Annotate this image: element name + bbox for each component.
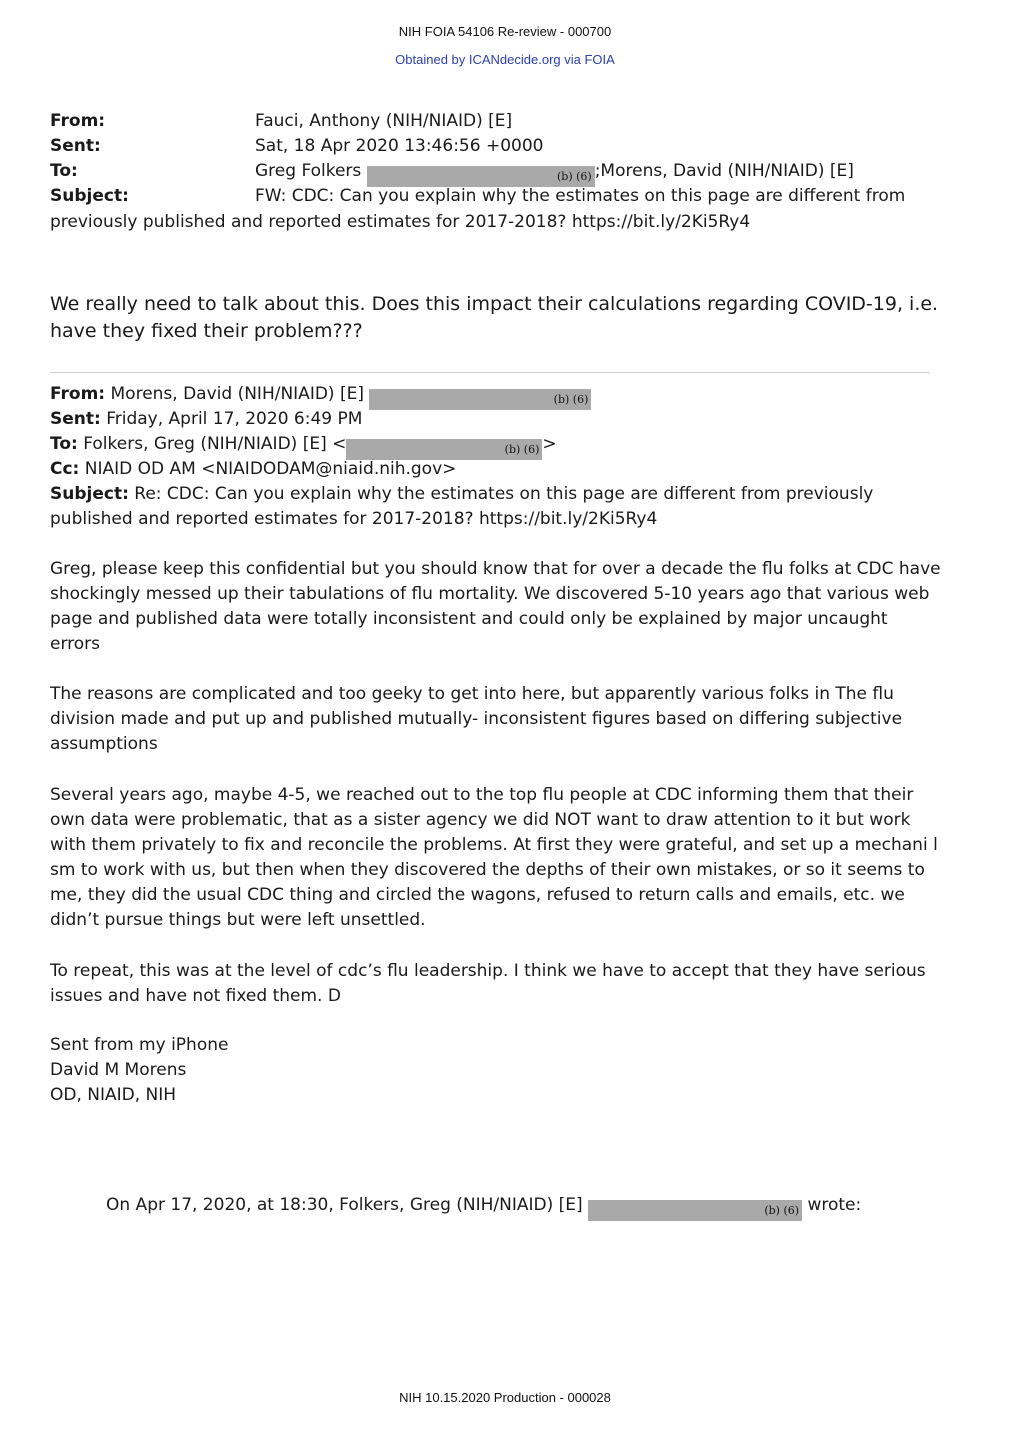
fwd-sent [50,407,362,431]
para1-line: shockingly messed up their tabulations of flu mortality. We discovered 5-10 years ago that various web [50,584,930,604]
fwd-from-label: From: [50,384,106,404]
para1-line: Greg, please keep this confidential but you should know that for over a decade the flu folks at CDC have [50,559,941,579]
body-line-1: We really need to talk about this. Does this impact their calculations regarding COVID-19, i.e. [50,293,939,315]
fwd-sent-label: Sent: [50,409,101,429]
quoted-intro [106,1193,861,1221]
from-label: From: [50,111,106,131]
para1-line: page and published data were totally inconsistent and could only be explained by major uncaught [50,609,888,629]
para3-line: didn’t pursue things but were left unsettled. [50,910,426,930]
foia-header: NIH FOIA 54106 Re-review - 000700 [398,24,612,39]
fwd-from-value: Morens, David (NIH/NIAID) [E] [105,384,364,404]
fwd-subject-line-2: published and reported estimates for 2017-2018? https://bit.ly/2Ki5Ry4 [50,509,658,529]
subject-label: Subject: [50,186,129,206]
fwd-cc-value: NIAID OD AM <NIAIDODAM@niaid.nih.gov> [79,459,457,479]
body-line-2: have they fixed their problem??? [50,320,363,342]
quoted-prefix: On Apr 17, 2020, at 18:30, Folkers, Greg (NIH/NIAID) [E] [106,1195,583,1215]
redaction-box: (b) (6) [588,1200,802,1221]
fwd-cc [50,457,456,481]
from-value: Fauci, Anthony (NIH/NIAID) [E] [255,111,513,131]
para2-line: The reasons are complicated and too geeky to get into here, but apparently various folks in The flu [50,684,894,704]
redaction-box: (b) (6) [369,389,591,410]
para2-line: assumptions [50,734,158,754]
para3-line: with them privately to fix and reconcile the problems. At first they were grateful, and set up a mechani l [50,835,938,855]
obtained-by-line: Obtained by ICANdecide.org via FOIA [395,52,615,67]
para3-line: Several years ago, maybe 4-5, we reached out to the top flu people at CDC informing them that their [50,785,914,805]
fwd-cc-label: Cc: [50,459,80,479]
fwd-to-close: > [542,434,557,454]
redaction-box: (b) (6) [346,439,542,460]
signature-line: Sent from my iPhone [50,1035,229,1055]
fwd-subject-label: Subject: [50,484,129,504]
para3-line: own data were problematic, that as a sister agency we did NOT want to draw attention to it but work [50,810,911,830]
to-name: Greg Folkers [255,161,362,181]
fwd-to [50,432,557,460]
to-label: To: [50,161,78,181]
fwd-to-label: To: [50,434,78,454]
redaction-box: (b) (6) [367,166,595,187]
quoted-suffix: wrote: [802,1195,862,1215]
para1-line: errors [50,634,101,654]
sent-value: Sat, 18 Apr 2020 13:46:56 +0000 [255,136,544,156]
to-value [255,161,854,187]
sent-label: Sent: [50,136,101,156]
fwd-from [50,382,591,410]
signature-line: OD, NIAID, NIH [50,1085,177,1105]
to-rest: ;Morens, David (NIH/NIAID) [E] [594,161,854,181]
fwd-sent-value: Friday, April 17, 2020 6:49 PM [100,409,363,429]
fwd-to-value: Folkers, Greg (NIH/NIAID) [E] < [77,434,347,454]
para3-line: me, they did the usual CDC thing and circled the wagons, refused to return calls and emails, etc. we [50,885,905,905]
fwd-subject [50,482,873,506]
divider [50,372,930,373]
para3-line: sm to work with us, but then when they discovered the depths of their own mistakes, or so it seems to [50,860,925,880]
subject-line-1: FW: CDC: Can you explain why the estimates on this page are different from [255,186,906,206]
subject-line-2: previously published and reported estimates for 2017-2018? https://bit.ly/2Ki5Ry4 [50,212,751,232]
para2-line: division made and put up and published mutually- inconsistent figures based on differing subjective [50,709,903,729]
para4-line: To repeat, this was at the level of cdc’s flu leadership. I think we have to accept that they have serious [50,961,926,981]
fwd-subject-line-1: Re: CDC: Can you explain why the estimates on this page are different from previously [128,484,874,504]
production-footer: NIH 10.15.2020 Production - 000028 [399,1390,611,1405]
para4-line: issues and have not fixed them. D [50,986,341,1006]
signature-line: David M Morens [50,1060,187,1080]
